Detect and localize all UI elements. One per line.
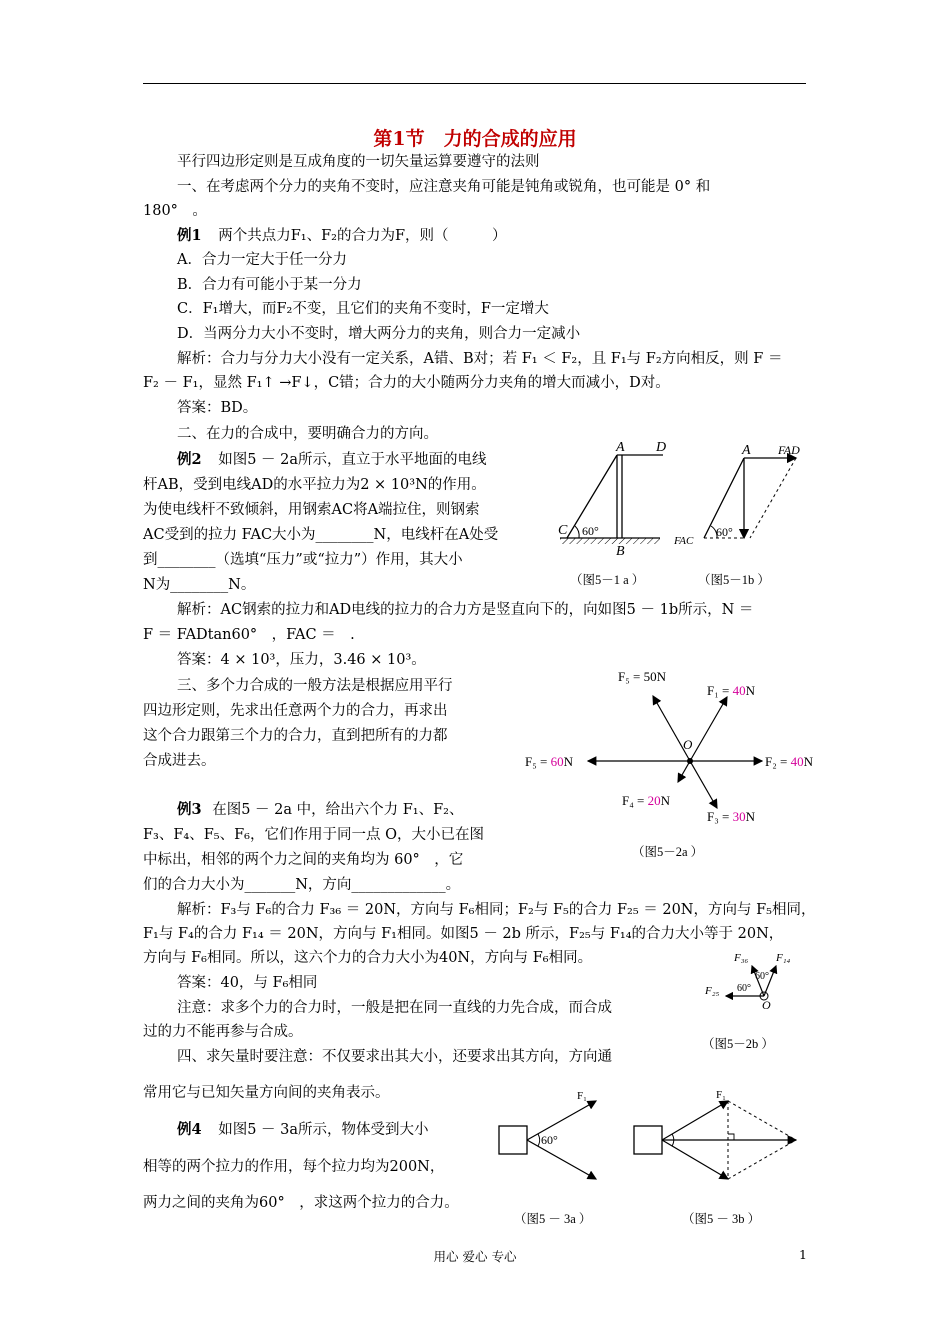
caption-5-3a: （图5 － 3a ）	[514, 1212, 592, 1226]
label-fac: FAC	[674, 535, 694, 547]
label-f25: F₂₅	[705, 985, 720, 997]
footer-slogan: 用心 爱心 专心	[433, 1249, 517, 1264]
ex2-answer: 答案：4 × 10³，压力，3.46 × 10³。	[177, 652, 426, 668]
ex1-option-a: A．合力一定大于任一分力	[177, 252, 347, 268]
arrow-f1	[690, 697, 727, 761]
ex2-text-3: 为使电线杆不致倾斜，用钢索AC将A端拉住，则钢索	[143, 502, 480, 518]
ex2-text-4: AC受到的拉力 FAC大小为________N，电线杆在A处受	[143, 527, 499, 543]
ex2-line1	[177, 450, 487, 470]
angle-arc	[575, 526, 579, 538]
figure-5-2b	[700, 946, 805, 1056]
ex4-text-1: 如图5 － 3a所示，物体受到大小	[218, 1122, 429, 1138]
ex1-analysis-1: 解析：合力与分力大小没有一定关系，A错、B对；若 F₁ ＜ F₂，且 F₁与 F₂方向相反，则 F ＝	[177, 351, 783, 367]
ex3-analysis-1: 解析：F₃与 F₆的合力 F₃₆ ＝ 20N，方向与 F₆相同；F₂与 F₅的合力 F₂₅ ＝ 20N，方向与 F₅相同，	[177, 902, 816, 918]
ex1-option-d: D．当两分力大小不变时，增大两分力的夹角，则合力一定减小	[177, 326, 581, 342]
ground-hatch	[560, 538, 660, 544]
section3-line4: 合成进去。	[143, 753, 216, 769]
ex3-text-4: 们的合力大小为_______N，方向_____________。	[143, 877, 461, 893]
ex2-label: 例2	[177, 451, 202, 468]
figure-5-2a	[520, 666, 825, 866]
section4-line1: 四、求矢量时要注意：不仅要求出其大小，还要求出其方向，方向通	[177, 1049, 612, 1065]
label-fad: FAD	[778, 443, 800, 457]
ex2-analysis-1: 解析：AC钢索的拉力和AD电线的拉力的合力方是竖直向下的，向如图5 － 1b所示，N ＝	[177, 602, 754, 618]
ex3-analysis-2: F₁与 F₄的合力 F₁₄ ＝ 20N，方向与 F₁相同。如图5 － 2b 所示，F₂₅与 F₁₄的合力大小等于 20N，	[143, 926, 784, 942]
label-b: B	[616, 544, 625, 559]
label-o: O	[683, 737, 693, 752]
label-f5: F₅ = 60N	[525, 754, 573, 769]
dash-bottom	[728, 1140, 796, 1179]
section1-line1: 一、在考虑两个分力的夹角不变时，应注意夹角可能是钝角或锐角，也可能是 0° 和	[177, 179, 711, 195]
caption-5-2b: （图5－2b ）	[702, 1037, 774, 1051]
figure-5-1b	[672, 438, 802, 588]
ex3-line1	[177, 800, 463, 820]
object-box	[499, 1126, 527, 1154]
figure-5-1a	[555, 438, 667, 587]
caption-5-2a: （图5－2a ）	[632, 845, 704, 859]
ex4-line1	[177, 1120, 429, 1140]
label-f1: F₁	[716, 1089, 726, 1101]
angle-arc	[538, 1134, 540, 1146]
page-number: 1	[799, 1247, 807, 1262]
header-rule	[143, 83, 806, 84]
section3-line2: 四边形定则，先求出任意两个力的合力，再求出	[143, 703, 448, 719]
ex3-text-3: 中标出，相邻的两个力之间的夹角均为 60° ，它	[143, 852, 464, 868]
section4-line2: 常用它与已知矢量方向间的夹角表示。	[143, 1085, 390, 1101]
page-title: 第1节 力的合成的应用	[373, 128, 577, 150]
ex2-analysis-2: F ＝ FADtan60° ，FAC ＝ .	[143, 627, 355, 643]
figure-5-3a	[492, 1086, 617, 1231]
dash-diag	[750, 458, 796, 538]
label-f4: F₄ = 20N	[622, 793, 670, 808]
right-angle-mark	[728, 1134, 734, 1140]
arrow-f1-up	[527, 1101, 596, 1140]
ex3-text-1: 在图5 － 2a 中，给出六个力 F₁、F₂、	[212, 802, 464, 818]
ex4-label: 例4	[177, 1121, 202, 1138]
label-f36: F₃₆	[734, 952, 749, 964]
intro: 平行四边形定则是互成角度的一切矢量运算要遵守的法则	[177, 154, 540, 170]
caption-5-3b: （图5 － 3b ）	[682, 1212, 761, 1226]
ex4-text-2: 相等的两个拉力的作用，每个拉力均为200N，	[143, 1159, 445, 1175]
arrow-f1-down	[527, 1140, 596, 1179]
ex1-stem-row	[177, 226, 507, 246]
label-angle-1: 60°	[755, 971, 769, 982]
section3-line1: 三、多个力合成的一般方法是根据应用平行	[177, 678, 453, 694]
ex2-text-5: 到________（选填“压力”或“拉力”）作用，其大小	[143, 552, 463, 568]
label-o: O	[762, 998, 771, 1012]
label-d: D	[656, 440, 667, 455]
label-c: C	[558, 523, 568, 538]
ex2-text-1: 如图5 － 2a所示，直立于水平地面的电线	[218, 452, 487, 468]
ex3-note-1: 注意：求多个力的合力时，一般是把在同一直线的力先合成，而合成	[177, 1000, 612, 1016]
point-o	[687, 758, 693, 764]
caption-5-1b: （图5－1b ）	[698, 573, 770, 587]
label-f2: F₂ = 40N	[765, 754, 813, 769]
object-box	[634, 1126, 662, 1154]
label-a: A	[616, 440, 625, 455]
label-angle: 60°	[582, 524, 599, 538]
ex1-label: 例1	[177, 227, 202, 244]
label-f6: F₅ = 50N	[618, 669, 666, 684]
ex1-answer: 答案：BD。	[177, 400, 258, 416]
arrow-f3	[690, 761, 717, 808]
ex3-label: 例3	[177, 801, 202, 818]
arrow-f4	[678, 761, 690, 782]
label-angle: 60°	[716, 525, 733, 539]
label-angle: 60°	[541, 1133, 558, 1147]
label-f1: F₁	[577, 1090, 587, 1102]
label-f1: F₁ = 40N	[707, 683, 755, 698]
section1-line2: 180° 。	[143, 203, 207, 219]
dash-top	[728, 1101, 796, 1140]
ex1-stem: 两个共点力F₁、F₂的合力为F，则（ ）	[218, 228, 507, 244]
ex3-answer: 答案：40，与 F₆相同	[177, 975, 318, 991]
section2-heading: 二、在力的合成中，要明确合力的方向。	[177, 426, 438, 442]
ex1-option-c: C．F₁增大，而F₂不变，且它们的夹角不变时，F一定增大	[177, 301, 549, 317]
ex3-text-2: F₃、F₄、F₅、F₆，它们作用于同一点 O，大小已在图	[143, 827, 484, 843]
label-a: A	[742, 443, 751, 458]
ex4-text-3: 两力之间的夹角为60° ，求这两个拉力的合力。	[143, 1195, 459, 1211]
label-f3: F₃ = 30N	[707, 809, 755, 824]
ex3-analysis-3: 方向与 F₆相同。所以，这六个力的合力大小为40N，方向与 F₆相同。	[143, 950, 593, 966]
ex2-text-2: 杆AB，受到电线AD的水平拉力为2 × 10³N的作用。	[143, 477, 486, 493]
caption-5-1a: （图5－1 a ）	[570, 573, 645, 587]
label-f14: F₁₄	[776, 952, 791, 964]
ex1-option-b: B．合力有可能小于某一分力	[177, 277, 362, 293]
ex3-note-2: 过的力不能再参与合成。	[143, 1024, 303, 1040]
label-angle-2: 60°	[737, 983, 751, 994]
ex1-analysis-2: F₂ － F₁，显然 F₁↑ →F↓，C错；合力的大小随两分力夹角的增大而减小，D对。	[143, 375, 670, 391]
ex2-text-6: N为________N。	[143, 577, 256, 593]
figure-5-3b	[630, 1086, 810, 1231]
section3-line3: 这个合力跟第三个力的合力，直到把所有的力都	[143, 728, 448, 744]
